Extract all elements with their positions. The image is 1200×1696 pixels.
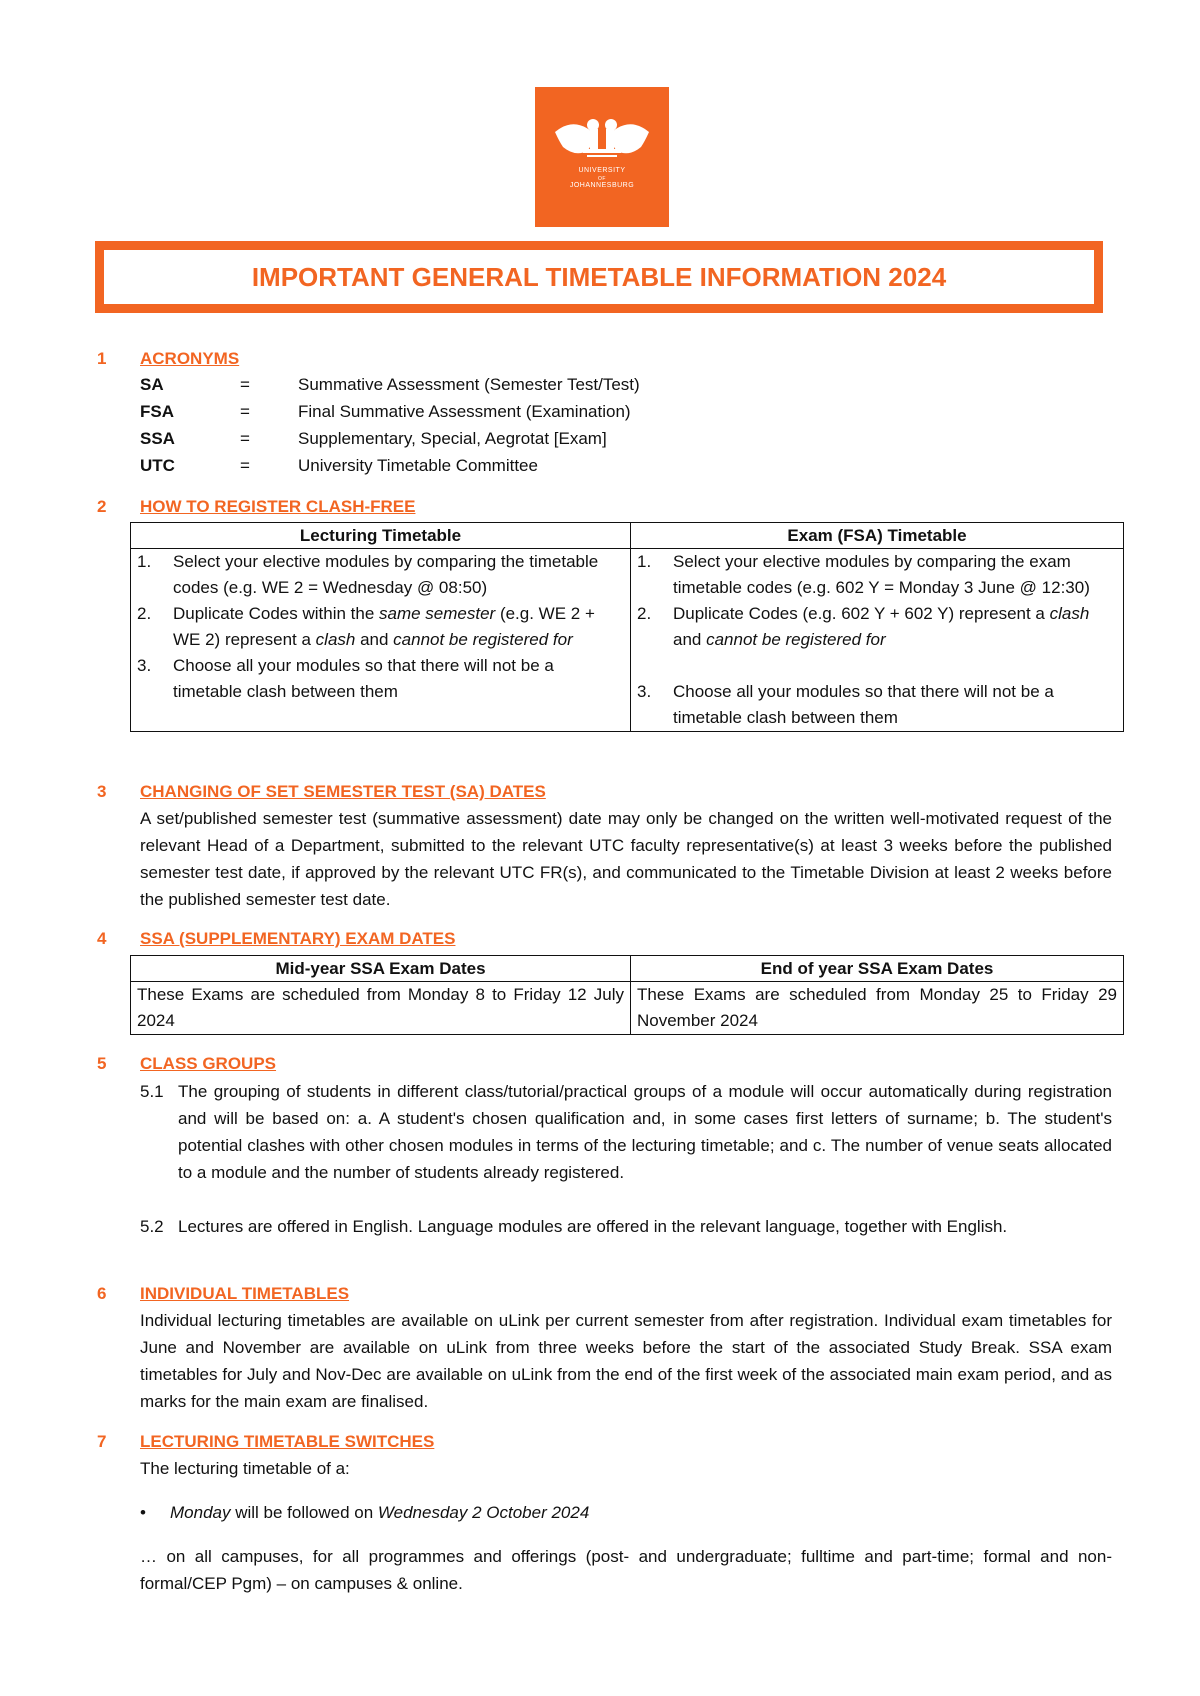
section-heading-individual: INDIVIDUAL TIMETABLES	[140, 1284, 350, 1303]
acronym-equals: =	[240, 429, 250, 448]
section-heading-class-groups: CLASS GROUPS	[140, 1054, 277, 1073]
section-heading-ssa-dates: SSA (SUPPLEMENTARY) EXAM DATES	[140, 929, 456, 948]
section-number: 3	[97, 782, 107, 801]
sa-dates-paragraph: A set/published semester test (summative assessment) date may only be changed on the written well-motivated request of the relevant Head of a Department, submitted to the relevant UTC faculty representative(s) at least 3 weeks before the published semester test date, if approved by the relevant UTC FR(s), and communicated to the Timetable Division at least 2 weeks before the published semester test date.	[140, 809, 1112, 909]
section-number: 5	[97, 1054, 107, 1073]
exam-header: Exam (FSA) Timetable	[631, 523, 1124, 549]
acronym-definition: Summative Assessment (Semester Test/Test)	[298, 375, 640, 394]
bullet-icon: •	[140, 1503, 146, 1522]
acronym-definition: Supplementary, Special, Aegrotat [Exam]	[298, 429, 607, 448]
endyear-dates: These Exams are scheduled from Monday 25 to Friday 29 November 2024	[631, 982, 1124, 1035]
acronym-equals: =	[240, 402, 250, 421]
list-item: 3. Choose all your modules so that there will not be a timetable clash between them	[637, 682, 1054, 727]
lecturing-steps	[131, 549, 631, 732]
list-item: 1. Select your elective modules by comparing the timetable codes (e.g. WE 2 = Wednesday @ 08:50)	[137, 552, 599, 597]
midyear-header: Mid-year SSA Exam Dates	[131, 956, 631, 982]
switches-intro: The lecturing timetable of a:	[140, 1459, 350, 1478]
acronym-term: SSA	[140, 429, 175, 448]
acronym-term: SA	[140, 375, 164, 394]
section-heading-sa-dates: CHANGING OF SET SEMESTER TEST (SA) DATES	[140, 782, 546, 801]
acronym-term: FSA	[140, 402, 174, 421]
class-groups-item: 5.1 The grouping of students in different class/tutorial/practical groups of a module will occur automatically during registration and will be based on: a. A student's chosen qualification and, in some cases first letters of surname; b. The student's potential clashes with other chosen modules in terms of the lecturing timetable; and c. The number of venue seats allocated to a module and the number of students already registered.	[140, 1082, 1112, 1182]
section-number: 1	[97, 349, 107, 368]
midyear-dates: These Exams are scheduled from Monday 8 to Friday 12 July 2024	[131, 982, 631, 1035]
section-heading-register: HOW TO REGISTER CLASH-FREE	[140, 497, 416, 516]
logo-line-3: JOHANNESBURG	[569, 182, 635, 189]
section-number: 7	[97, 1432, 107, 1451]
ssa-dates-table	[130, 955, 1124, 1035]
section-number: 2	[97, 497, 107, 516]
section-heading-switches: LECTURING TIMETABLE SWITCHES	[140, 1432, 435, 1451]
section-heading-acronyms: ACRONYMS	[140, 349, 240, 368]
acronym-definition: Final Summative Assessment (Examination)	[298, 402, 631, 421]
individual-timetables-paragraph: Individual lecturing timetables are available on uLink per current semester from after registration. Individual exam timetables for June and November are available on uLink from three weeks before the start of the associated Study Break. SSA exam timetables for July and Nov-Dec are available on uLink from the end of the first week of the associated main exam period, and as marks for the main exam are finalised.	[140, 1311, 1112, 1411]
register-table	[130, 522, 1124, 732]
exam-steps	[631, 549, 1124, 732]
section-number: 6	[97, 1284, 107, 1303]
list-item: 3. Choose all your modules so that there will not be a timetable clash between them	[137, 656, 554, 701]
acronym-term: UTC	[140, 456, 175, 475]
title-box	[95, 241, 1103, 313]
logo-line-2: OF	[598, 176, 606, 182]
acronym-definition: University Timetable Committee	[298, 456, 538, 475]
list-item: 2. Duplicate Codes within the same semester (e.g. WE 2 + WE 2) represent a clash and cannot be registered for	[137, 604, 595, 649]
switches-bullet: • Monday will be followed on Wednesday 2 October 2024	[140, 1499, 1112, 1526]
logo-line-1: UNIVERSITY	[578, 167, 626, 174]
acronym-equals: =	[240, 456, 250, 475]
acronym-equals: =	[240, 375, 250, 394]
crest-icon	[535, 87, 669, 227]
university-logo	[535, 87, 669, 227]
switches-closing: … on all campuses, for all programmes and offerings (post- and undergraduate; fulltime and part-time; formal and non-formal/CEP Pgm) – on campuses & online.	[140, 1547, 1112, 1593]
page-title: IMPORTANT GENERAL TIMETABLE INFORMATION 2024	[251, 261, 947, 292]
list-item: 1. Select your elective modules by comparing the exam timetable codes (e.g. 602 Y = Monday 3 June @ 12:30)	[637, 552, 1090, 597]
endyear-header: End of year SSA Exam Dates	[631, 956, 1124, 982]
lecturing-header: Lecturing Timetable	[131, 523, 631, 549]
class-groups-item: 5.2 Lectures are offered in English. Language modules are offered in the relevant language, together with English.	[140, 1217, 1008, 1236]
section-number: 4	[97, 929, 107, 948]
list-item: 2. Duplicate Codes (e.g. 602 Y + 602 Y) represent a clash and cannot be registered for	[637, 604, 1090, 649]
